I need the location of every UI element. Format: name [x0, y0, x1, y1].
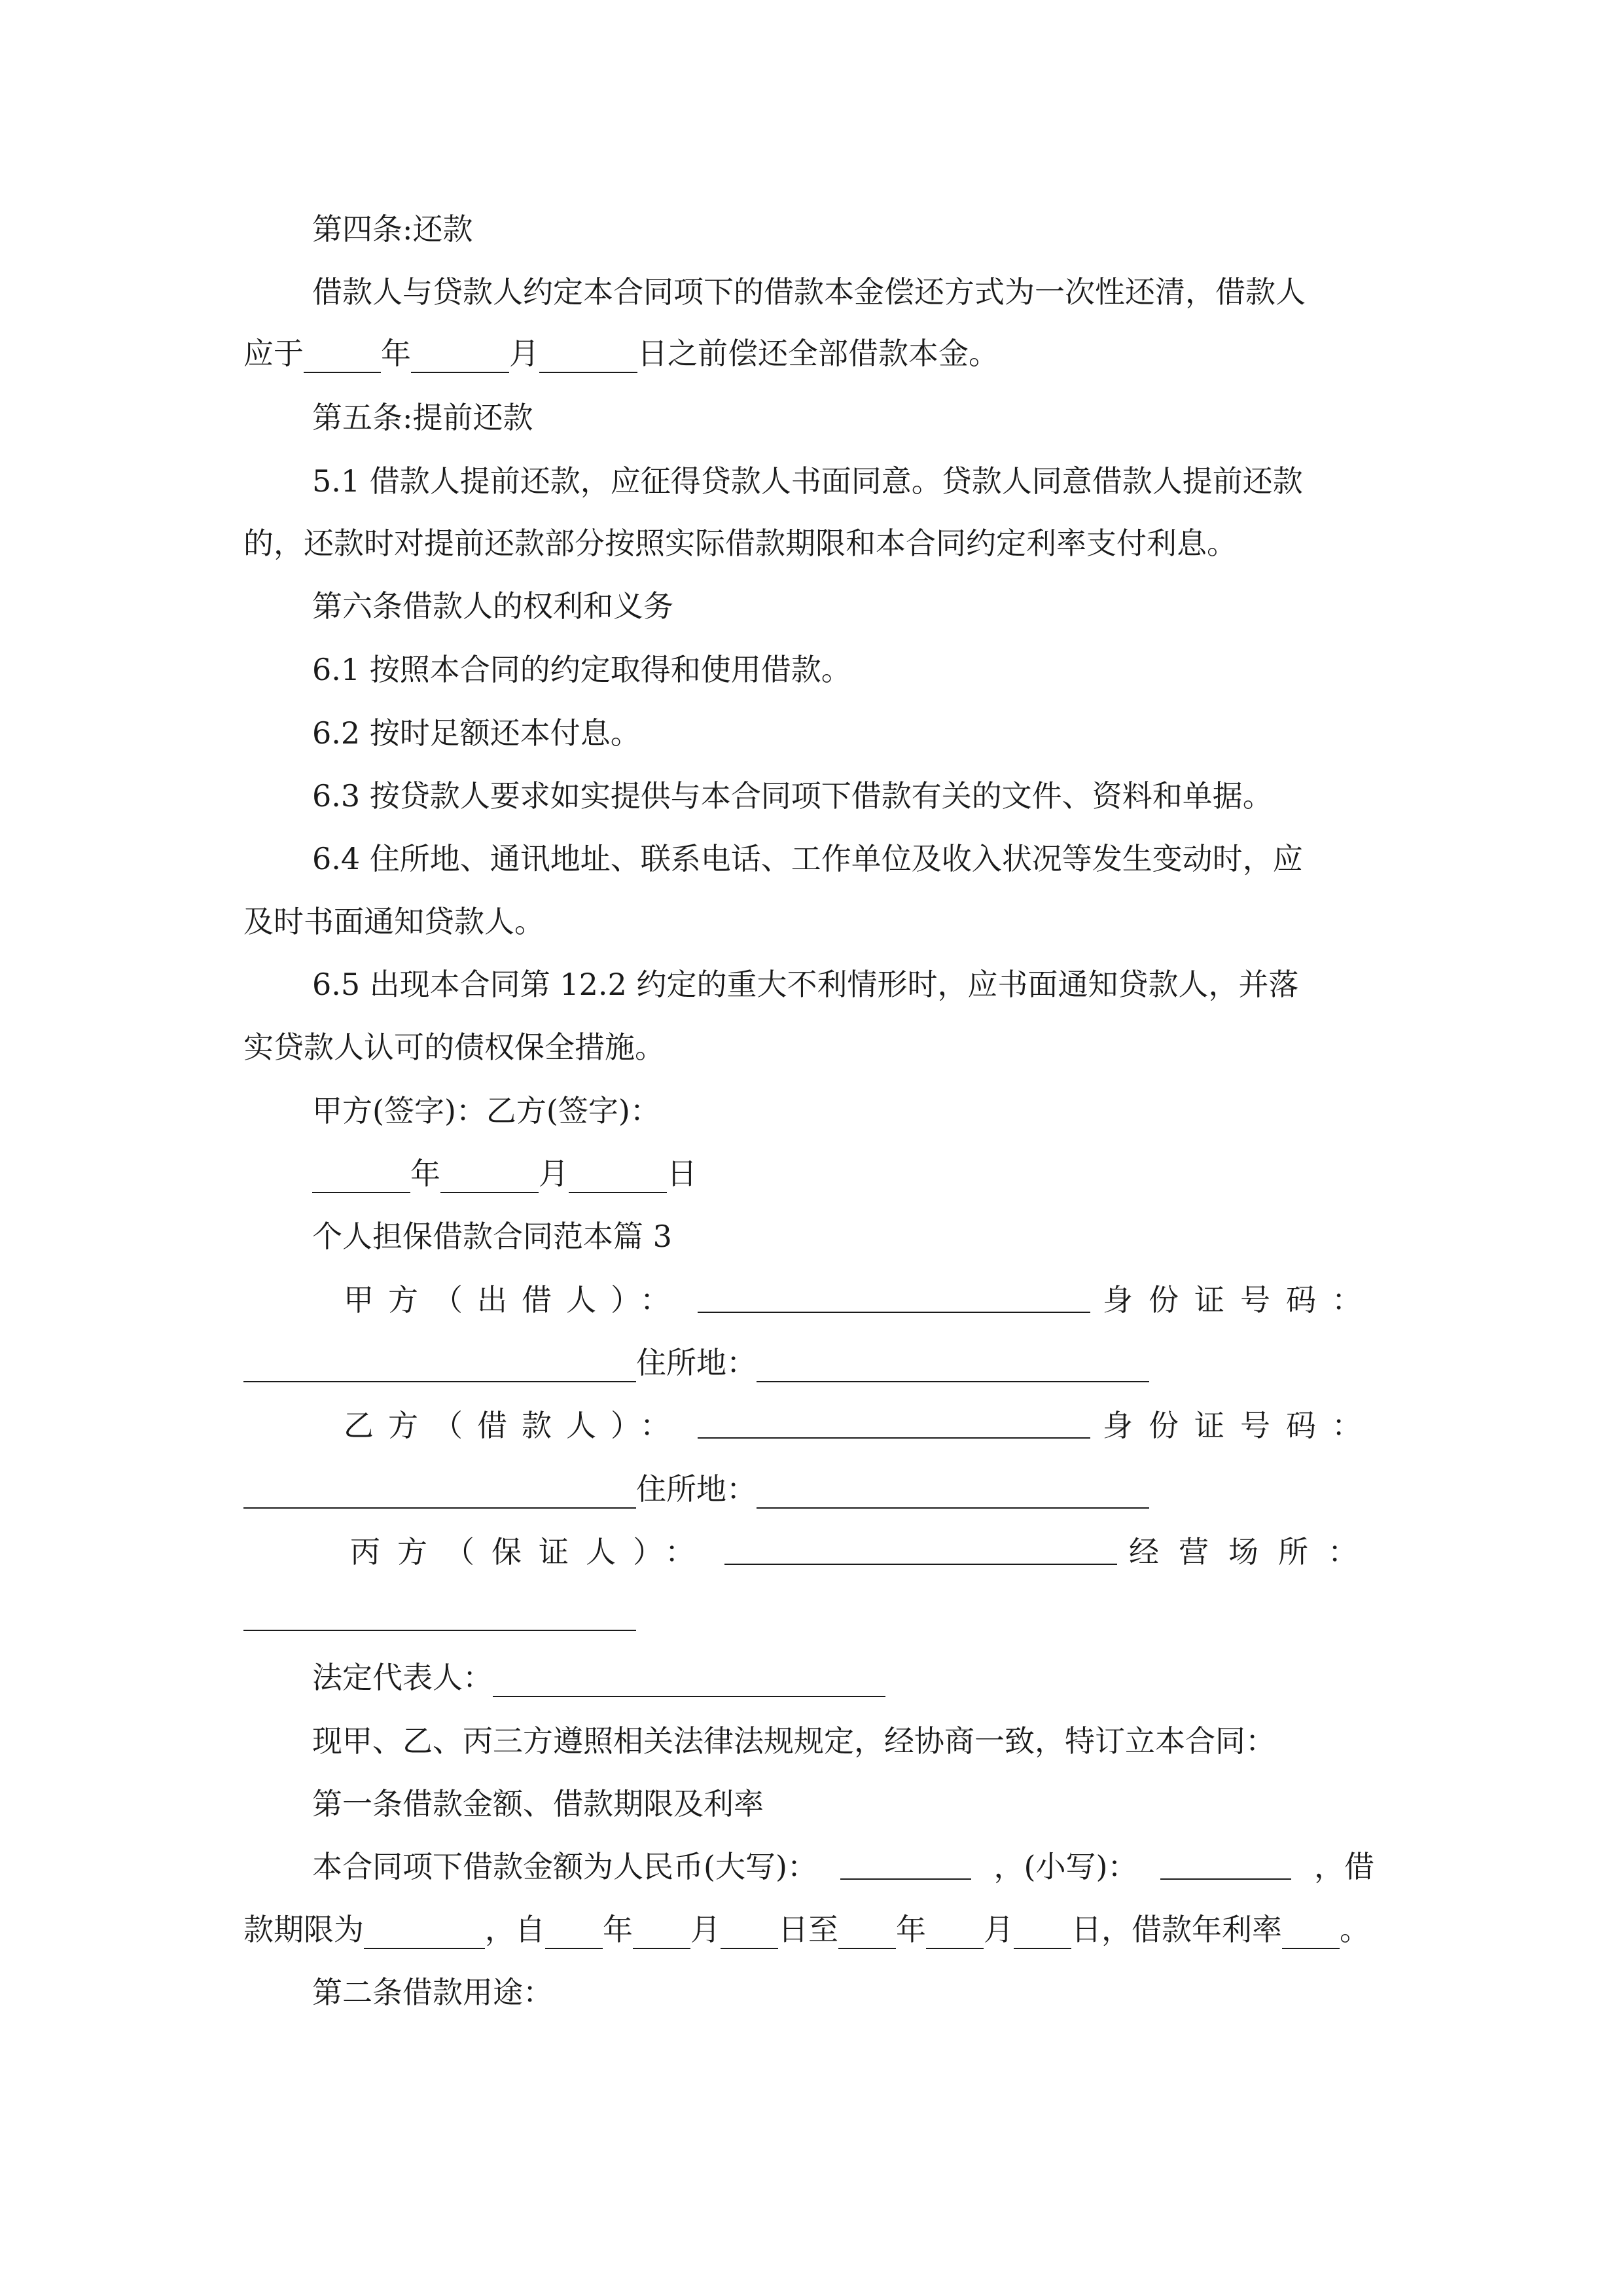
article-5-title: 第五条:提前还款 [312, 400, 533, 435]
article-5-para-2: 的，还款时对提前还款部分按照实际借款期限和本合同约定利率支付利息。 [243, 526, 1237, 561]
article-6-item-5: 6.5 出现本合同第 12.2 约定的重大不利情形时，应书面通知贷款人，并落 [312, 967, 1299, 1002]
blank-field [926, 1916, 984, 1949]
id-number-label: 身份证号码： [1103, 1408, 1378, 1443]
article-6-title: 第六条借款人的权利和义务 [312, 588, 673, 624]
blank-field [243, 1476, 636, 1509]
c3-article-1-title: 第一条借款金额、借款期限及利率 [312, 1786, 764, 1821]
contract-intro: 现甲、乙、丙三方遵照相关法律法规规定，经协商一致，特订立本合同： [312, 1723, 1275, 1759]
blank-field [698, 1406, 1090, 1439]
blank-field [545, 1916, 603, 1949]
signature-date: 年 月 日 [312, 1154, 697, 1193]
article-6-item-3: 6.3 按贷款人要求如实提供与本合同项下借款有关的文件、资料和单据。 [312, 778, 1273, 814]
signature-line: 甲方(签字)：乙方(签字)： [312, 1093, 660, 1128]
blank-field [364, 1916, 485, 1949]
blank-field [569, 1160, 667, 1193]
legal-rep-line: 法定代表人： [312, 1658, 885, 1697]
party-b-address-line: 住所地： [243, 1469, 1149, 1509]
blank-field [757, 1350, 1149, 1382]
blank-field [304, 340, 381, 373]
party-a-label: 甲方（出借人）： [344, 1282, 685, 1318]
blank-field [1282, 1916, 1340, 1949]
party-b-label: 乙方（借款人）： [344, 1408, 685, 1443]
blank-field [724, 1532, 1117, 1565]
article-6-item-1: 6.1 按照本合同的约定取得和使用借款。 [312, 652, 851, 687]
contract-3-title: 个人担保借款合同范本篇 3 [312, 1219, 672, 1254]
party-a-address-line: 住所地： [243, 1343, 1149, 1382]
blank-field [243, 1350, 636, 1382]
blank-field [633, 1916, 690, 1949]
blank-field [440, 1160, 539, 1193]
article-6-item-4: 6.4 住所地、通讯地址、联系电话、工作单位及收入状况等发生变动时，应 [312, 841, 1303, 876]
blank-field [1014, 1916, 1071, 1949]
party-a-line [344, 1280, 1378, 1319]
blank-field [493, 1664, 885, 1697]
party-c-line [350, 1532, 1378, 1571]
c3-article-2-title: 第二条借款用途： [312, 1975, 553, 2010]
blank-field [757, 1476, 1149, 1509]
loan-amount-line: 本合同项下借款金额为人民币(大写)： ，(小写)： ，借 [312, 1847, 1374, 1886]
id-number-label: 身份证号码： [1103, 1282, 1378, 1318]
blank-field [1160, 1847, 1291, 1880]
blank-field [838, 1916, 896, 1949]
party-c-label: 丙方（保证人）： [350, 1534, 712, 1570]
article-4-title: 第四条:还款 [312, 211, 473, 247]
party-b-line [344, 1406, 1378, 1445]
article-6-item-2: 6.2 按时足额还本付息。 [312, 715, 641, 751]
article-5-para-1: 5.1 借款人提前还款，应征得贷款人书面同意。贷款人同意借款人提前还款 [312, 463, 1303, 499]
blank-field [698, 1280, 1090, 1313]
blank-field [312, 1160, 410, 1193]
blank-field [411, 340, 509, 373]
blank-field [840, 1847, 971, 1880]
blank-field [721, 1916, 778, 1949]
article-6-item-4-cont: 及时书面通知贷款人。 [243, 904, 544, 939]
business-place-blank [243, 1630, 636, 1631]
article-4-para: 借款人与贷款人约定本合同项下的借款本金偿还方式为一次性还清，借款人 [312, 274, 1306, 310]
loan-term-line: 款期限为 ，自 年 月 日至 年 月 日，借款年利率 。 [243, 1910, 1370, 1949]
article-4-repay-date: 应于 年 月 日之前偿还全部借款本金。 [243, 334, 999, 373]
article-6-item-5-cont: 实贷款人认可的债权保全措施。 [243, 1030, 665, 1065]
blank-field [539, 340, 637, 373]
business-place-label: 经营场所： [1129, 1534, 1378, 1570]
